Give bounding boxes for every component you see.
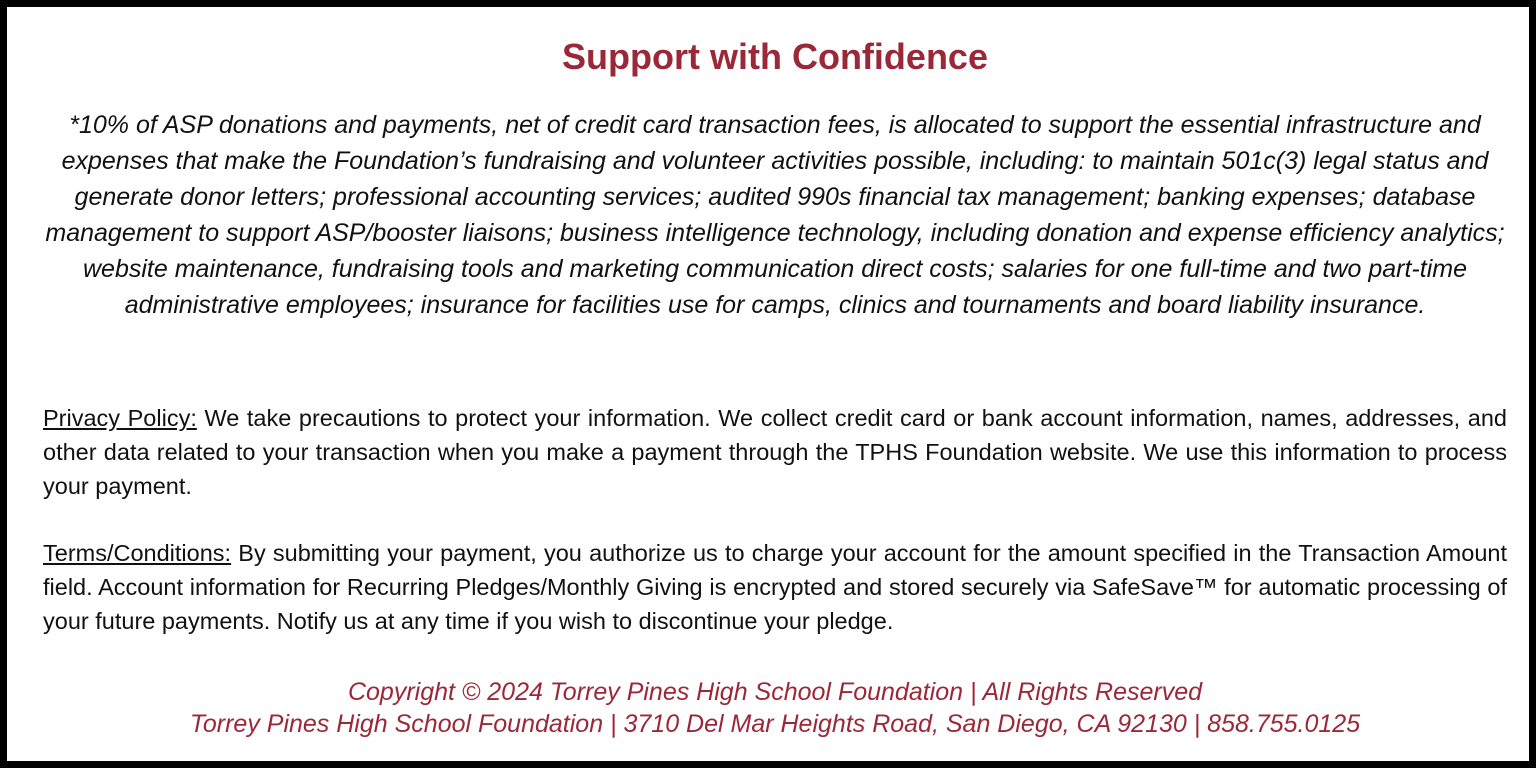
privacy-policy-section — [43, 401, 1507, 503]
fund-allocation-disclosure: *10% of ASP donations and payments, net of credit card transaction fees, is allocated to support the essential infrastructure and expenses that make the Foundation’s fundraising and volunteer activities possible, including: to maintain 501c(3) legal status and generate donor letters; professional accounting services; audited 990s financial tax management; banking expenses; database management to support ASP/booster liaisons; business intelligence technology, including donation and expense efficiency analytics; website maintenance, fundraising tools and marketing communication direct costs; salaries for one full-time and two part-time administrative employees; insurance for facilities use for camps, clinics and tournaments and board liability insurance. — [45, 111, 1505, 319]
terms-conditions-section — [43, 536, 1507, 638]
privacy-policy-label: Privacy Policy: — [43, 405, 197, 431]
page-title: Support with Confidence — [562, 36, 988, 77]
terms-conditions-label: Terms/Conditions: — [43, 540, 232, 566]
privacy-policy-text: We take precautions to protect your information. We collect credit card or bank account information, names, addresses, and other data related to your transaction when you make a payment through the TPHS Foundation website. We use this information to process your payment. — [43, 405, 1507, 499]
terms-conditions-text: By submitting your payment, you authorize us to charge your account for the amount specified in the Transaction Amount field. Account information for Recurring Pledges/Monthly Giving is encrypted and stored securely via SafeSave™ for automatic processing of your future payments. Notify us at any time if you wish to discontinue your pledge. — [43, 540, 1507, 634]
footer-copyright: Copyright © 2024 Torrey Pines High School Foundation | All Rights Reserved — [347, 678, 1203, 706]
footer-address: Torrey Pines High School Foundation | 3710 Del Mar Heights Road, San Diego, CA 92130 | 858.755.0125 — [189, 710, 1361, 738]
